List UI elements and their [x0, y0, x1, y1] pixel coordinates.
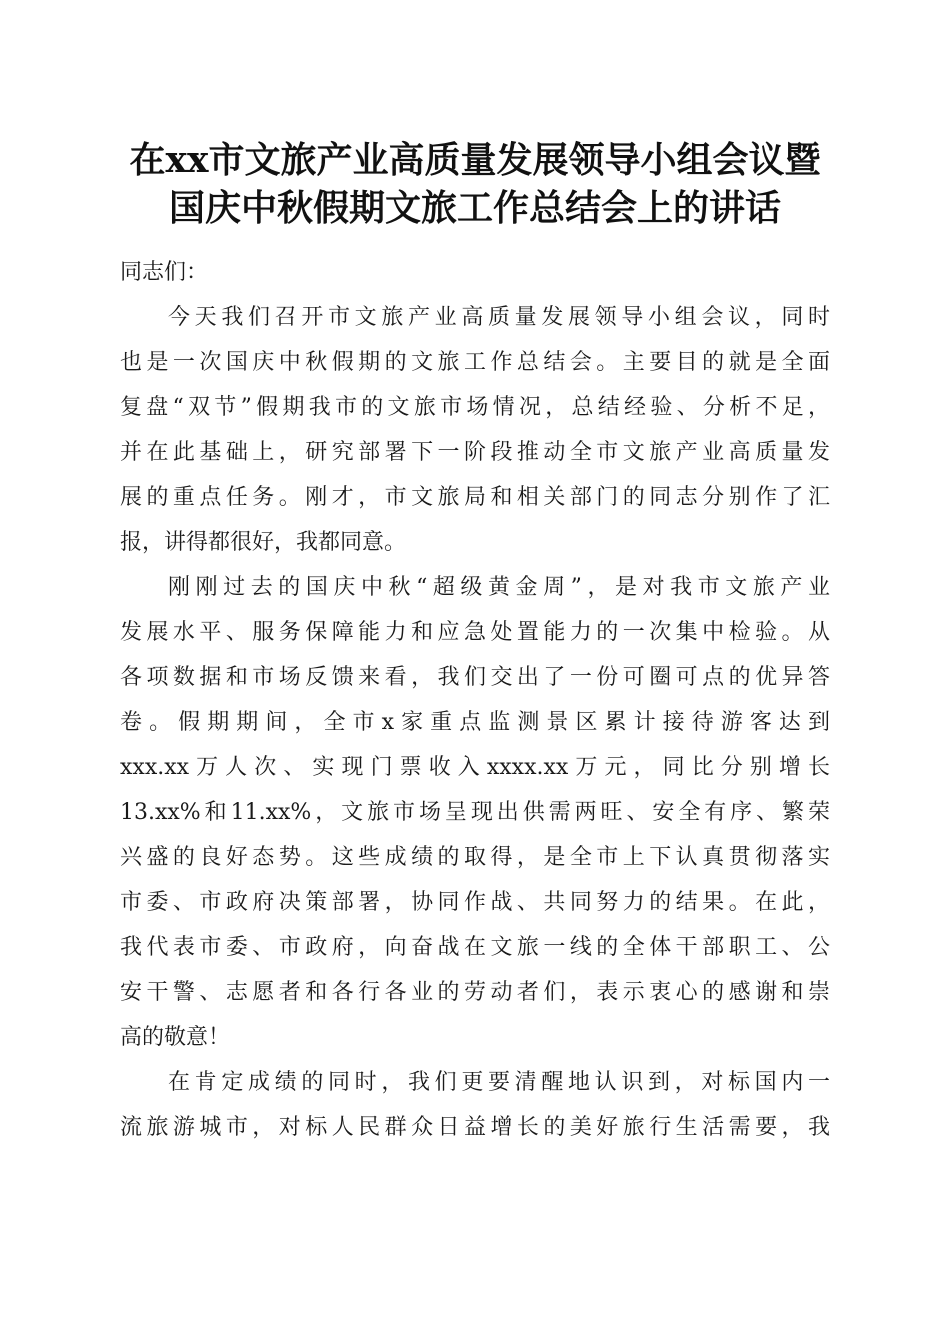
title-line-1: 在xx市文旅产业高质量发展领导小组会议暨	[129, 139, 821, 181]
paragraph-line: 发展水平、服务保障能力和应急处置能力的一次集中检验。从	[120, 620, 830, 645]
paragraph-line: 展的重点任务。刚才，市文旅局和相关部门的同志分别作了汇	[120, 485, 830, 510]
paragraph-line: xxx.xx万人次、实现门票收入xxxx.xx万元，同比分别增长	[120, 755, 830, 780]
paragraph-line: 在肯定成绩的同时，我们更要清醒地认识到，对标国内一	[168, 1070, 830, 1095]
paragraph-line: 安干警、志愿者和各行各业的劳动者们，表示衷心的感谢和崇	[120, 980, 830, 1005]
paragraph-line: 我代表市委、市政府，向奋战在文旅一线的全体干部职工、公	[120, 935, 830, 960]
paragraph-line: 复盘“双节”假期我市的文旅市场情况，总结经验、分析不足，	[120, 395, 830, 420]
paragraph-line: 刚刚过去的国庆中秋“超级黄金周”，是对我市文旅产业	[168, 575, 830, 600]
paragraph-line: 也是一次国庆中秋假期的文旅工作总结会。主要目的就是全面	[120, 350, 830, 375]
paragraph-line: 今天我们召开市文旅产业高质量发展领导小组会议，同时	[168, 305, 830, 330]
paragraph-line: 市委、市政府决策部署，协同作战、共同努力的结果。在此，	[120, 890, 830, 915]
paragraph-line: 流旅游城市，对标人民群众日益增长的美好旅行生活需要，我	[120, 1115, 830, 1140]
paragraph-line: 兴盛的良好态势。这些成绩的取得，是全市上下认真贯彻落实	[120, 845, 830, 870]
paragraph-line: 报，讲得都很好，我都同意。	[120, 530, 407, 555]
salutation: 同志们：	[120, 260, 209, 285]
paragraph-line: 高的敬意！	[120, 1025, 231, 1050]
paragraph-line: 13.xx%和11.xx%，文旅市场呈现出供需两旺、安全有序、繁荣	[120, 800, 830, 825]
paragraph-3	[120, 1060, 830, 1150]
page-title	[100, 136, 850, 232]
paragraph-line: 各项数据和市场反馈来看，我们交出了一份可圈可点的优异答	[120, 665, 830, 690]
paragraph-line: 卷。假期期间，全市x家重点监测景区累计接待游客达到	[120, 710, 830, 735]
title-line-2: 国庆中秋假期文旅工作总结会上的讲话	[168, 187, 781, 229]
speech-body	[120, 250, 830, 1150]
paragraph-2	[120, 565, 830, 1060]
paragraph-1	[120, 295, 830, 565]
paragraph-line: 并在此基础上，研究部署下一阶段推动全市文旅产业高质量发	[120, 440, 830, 465]
